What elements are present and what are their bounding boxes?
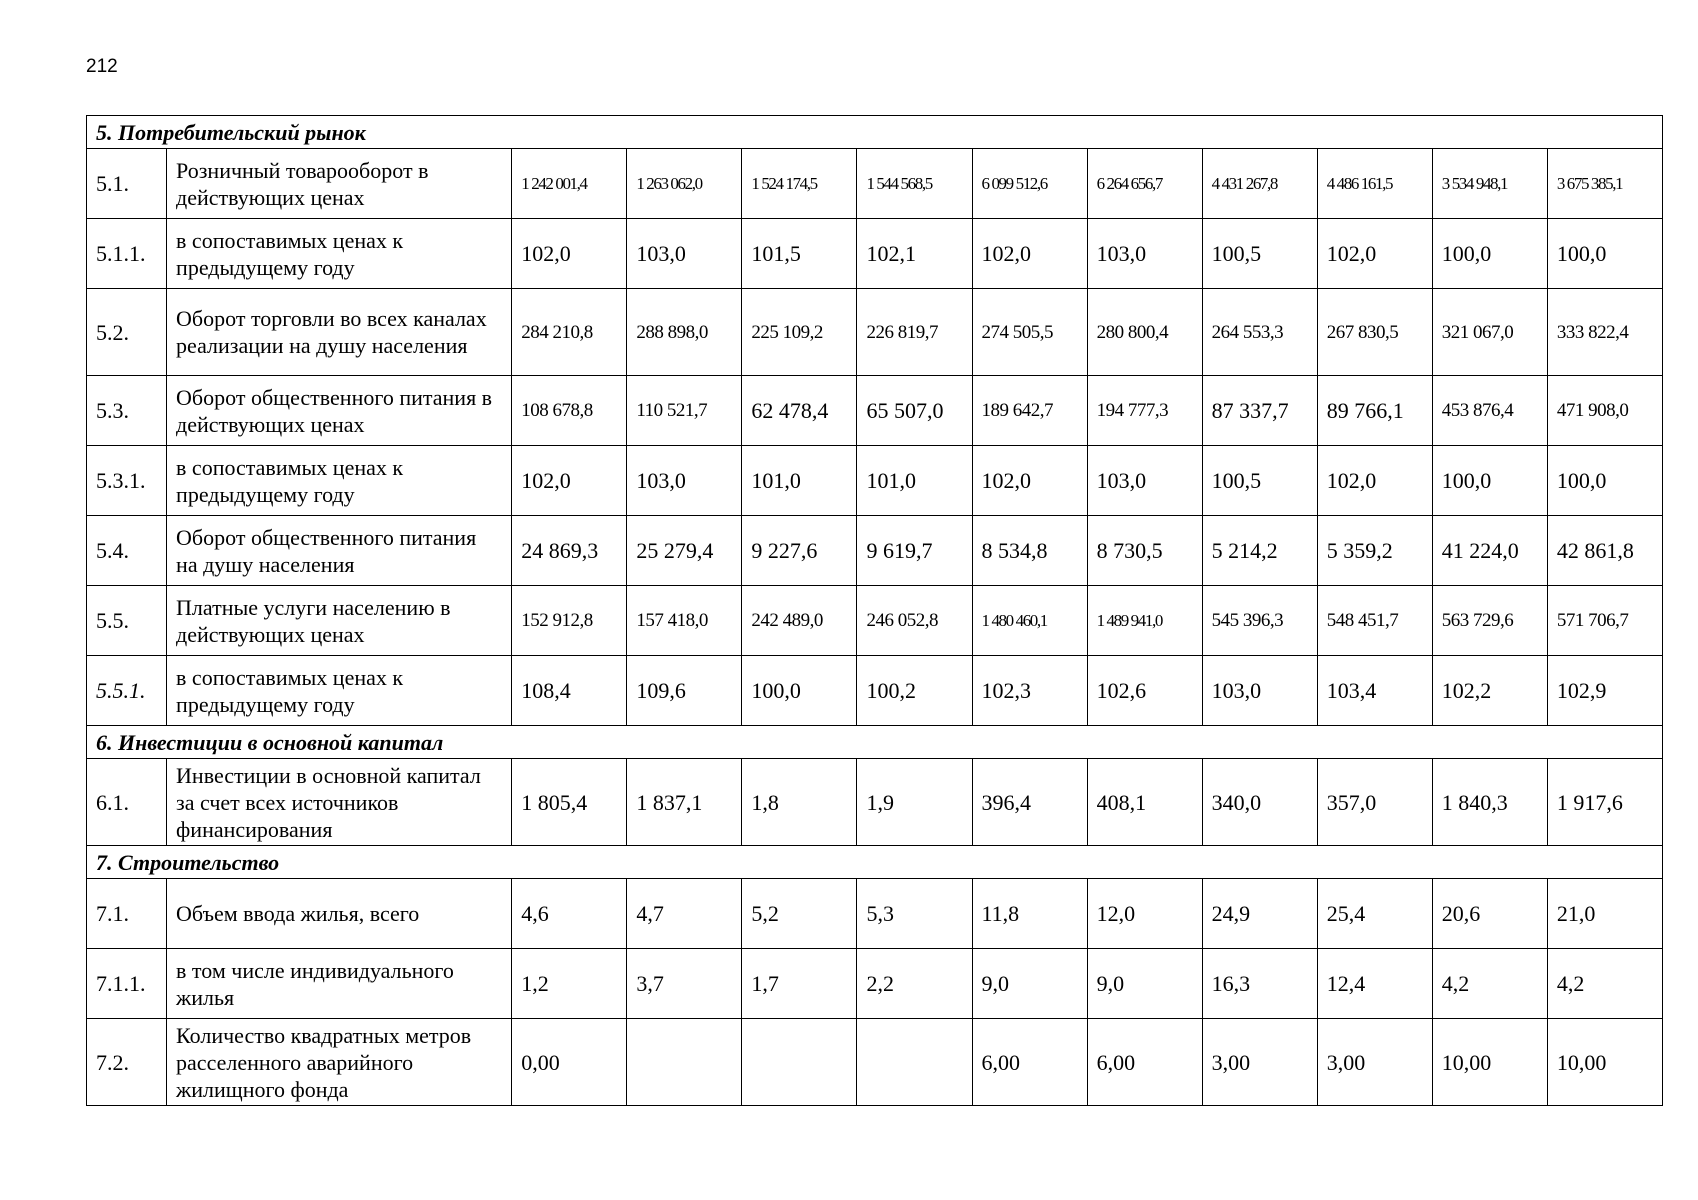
- table-cell: 5,2: [742, 879, 857, 949]
- table-cell: 103,4: [1317, 656, 1432, 726]
- table-cell: 24 869,3: [512, 516, 627, 586]
- table-cell: 1 524 174,5: [742, 149, 857, 219]
- row-code: 7.1.1.: [87, 949, 167, 1019]
- table-cell: 101,0: [742, 446, 857, 516]
- table-cell: 9,0: [972, 949, 1087, 1019]
- table-cell: 101,0: [857, 446, 972, 516]
- table-row: [87, 586, 1663, 656]
- table-cell: 3 675 385,1: [1547, 149, 1662, 219]
- table-cell: 20,6: [1432, 879, 1547, 949]
- table-cell: 100,0: [1432, 446, 1547, 516]
- table-cell: 571 706,7: [1547, 586, 1662, 656]
- table-cell: 396,4: [972, 759, 1087, 846]
- section-title: 5. Потребительский рынок: [87, 116, 1663, 149]
- table-cell: 102,0: [1317, 446, 1432, 516]
- table-cell: 4,6: [512, 879, 627, 949]
- table-cell: 100,5: [1202, 219, 1317, 289]
- row-label: Оборот общественного питания в действующих ценах: [167, 376, 512, 446]
- section-header-row: [87, 726, 1663, 759]
- table-cell: 5,3: [857, 879, 972, 949]
- table-cell: 246 052,8: [857, 586, 972, 656]
- row-label: в сопоставимых ценах к предыдущему году: [167, 219, 512, 289]
- table-cell: 225 109,2: [742, 289, 857, 376]
- section-title: 7. Строительство: [87, 846, 1663, 879]
- table-cell: 103,0: [1202, 656, 1317, 726]
- table-cell: 1,7: [742, 949, 857, 1019]
- table-cell: 87 337,7: [1202, 376, 1317, 446]
- table-row: [87, 949, 1663, 1019]
- row-code: 5.1.: [87, 149, 167, 219]
- table-cell: 321 067,0: [1432, 289, 1547, 376]
- table-cell: 333 822,4: [1547, 289, 1662, 376]
- table-row: [87, 759, 1663, 846]
- table-cell: 42 861,8: [1547, 516, 1662, 586]
- table-cell: 110 521,7: [627, 376, 742, 446]
- table-cell: 6,00: [1087, 1019, 1202, 1106]
- table-cell: 100,0: [742, 656, 857, 726]
- table-cell: 357,0: [1317, 759, 1432, 846]
- table-cell: 108,4: [512, 656, 627, 726]
- table-cell: 1 805,4: [512, 759, 627, 846]
- table-cell: 1,9: [857, 759, 972, 846]
- row-label: Оборот общественного питания на душу населения: [167, 516, 512, 586]
- table-cell: 103,0: [1087, 219, 1202, 289]
- table-cell: 408,1: [1087, 759, 1202, 846]
- table-cell: 25 279,4: [627, 516, 742, 586]
- table-cell: 102,2: [1432, 656, 1547, 726]
- table-row: [87, 289, 1663, 376]
- table-cell: 100,5: [1202, 446, 1317, 516]
- table-cell: 65 507,0: [857, 376, 972, 446]
- page-number: 212: [86, 56, 118, 77]
- row-label: Количество квадратных метров расселенного аварийного жилищного фонда: [167, 1019, 512, 1106]
- table-cell: 102,9: [1547, 656, 1662, 726]
- table-cell: 1 263 062,0: [627, 149, 742, 219]
- table-cell: 288 898,0: [627, 289, 742, 376]
- table-cell: 6 264 656,7: [1087, 149, 1202, 219]
- table-cell: 4,2: [1432, 949, 1547, 1019]
- table-cell: 545 396,3: [1202, 586, 1317, 656]
- table-cell: 8 730,5: [1087, 516, 1202, 586]
- table-cell: 1,8: [742, 759, 857, 846]
- table-row: [87, 516, 1663, 586]
- table-cell: 1 837,1: [627, 759, 742, 846]
- table-cell: 5 214,2: [1202, 516, 1317, 586]
- table-cell: 471 908,0: [1547, 376, 1662, 446]
- row-code: 6.1.: [87, 759, 167, 846]
- table-row: [87, 376, 1663, 446]
- table-cell: 1,2: [512, 949, 627, 1019]
- table-cell: 102,1: [857, 219, 972, 289]
- table-cell: 152 912,8: [512, 586, 627, 656]
- table-cell: 108 678,8: [512, 376, 627, 446]
- table-cell: 102,0: [972, 446, 1087, 516]
- table-row: [87, 879, 1663, 949]
- table-cell: 100,2: [857, 656, 972, 726]
- row-code: 5.3.1.: [87, 446, 167, 516]
- table-cell: 2,2: [857, 949, 972, 1019]
- table-cell: 1 917,6: [1547, 759, 1662, 846]
- table-cell: 10,00: [1432, 1019, 1547, 1106]
- table-row: [87, 656, 1663, 726]
- table-cell: 100,0: [1547, 219, 1662, 289]
- row-label: в сопоставимых ценах к предыдущему году: [167, 446, 512, 516]
- table-row: [87, 446, 1663, 516]
- table-cell: 103,0: [1087, 446, 1202, 516]
- table-cell: 267 830,5: [1317, 289, 1432, 376]
- table-cell: 102,0: [972, 219, 1087, 289]
- section-title: 6. Инвестиции в основной капитал: [87, 726, 1663, 759]
- row-code: 5.5.: [87, 586, 167, 656]
- table-cell: 5 359,2: [1317, 516, 1432, 586]
- table-cell: 4,7: [627, 879, 742, 949]
- table-cell: 4 486 161,5: [1317, 149, 1432, 219]
- table-cell: 1 840,3: [1432, 759, 1547, 846]
- table-cell: 24,9: [1202, 879, 1317, 949]
- table-cell: 226 819,7: [857, 289, 972, 376]
- table-cell: 9 619,7: [857, 516, 972, 586]
- row-code: 7.1.: [87, 879, 167, 949]
- row-label: в том числе индивидуального жилья: [167, 949, 512, 1019]
- row-label: Объем ввода жилья, всего: [167, 879, 512, 949]
- table-cell: 101,5: [742, 219, 857, 289]
- table-cell: 1 544 568,5: [857, 149, 972, 219]
- table-cell: 21,0: [1547, 879, 1662, 949]
- table-cell: 62 478,4: [742, 376, 857, 446]
- section-header-row: [87, 116, 1663, 149]
- row-label: в сопоставимых ценах к предыдущему году: [167, 656, 512, 726]
- table-cell: 563 729,6: [1432, 586, 1547, 656]
- row-label: Платные услуги населению в действующих ценах: [167, 586, 512, 656]
- table-cell: 103,0: [627, 219, 742, 289]
- row-label: Розничный товарооборот в действующих ценах: [167, 149, 512, 219]
- table-cell: 264 553,3: [1202, 289, 1317, 376]
- table-cell: 4,2: [1547, 949, 1662, 1019]
- table-cell: 274 505,5: [972, 289, 1087, 376]
- row-code: 7.2.: [87, 1019, 167, 1106]
- table-cell: 3 534 948,1: [1432, 149, 1547, 219]
- table-cell: 100,0: [1547, 446, 1662, 516]
- table-cell: 10,00: [1547, 1019, 1662, 1106]
- table-cell: 284 210,8: [512, 289, 627, 376]
- table-cell: 9 227,6: [742, 516, 857, 586]
- table-cell: 157 418,0: [627, 586, 742, 656]
- table-cell: 11,8: [972, 879, 1087, 949]
- table-cell: 1 489 941,0: [1087, 586, 1202, 656]
- row-code: 5.5.1.: [87, 656, 167, 726]
- table-cell: 25,4: [1317, 879, 1432, 949]
- table-cell: 102,0: [512, 446, 627, 516]
- table-cell: 41 224,0: [1432, 516, 1547, 586]
- row-code: 5.4.: [87, 516, 167, 586]
- row-label: Оборот торговли во всех каналах реализации на душу населения: [167, 289, 512, 376]
- row-code: 5.1.1.: [87, 219, 167, 289]
- table-cell: 0,00: [512, 1019, 627, 1106]
- table-cell: 3,7: [627, 949, 742, 1019]
- table-row: [87, 219, 1663, 289]
- table-cell: 340,0: [1202, 759, 1317, 846]
- table-cell: 102,3: [972, 656, 1087, 726]
- table-row: [87, 149, 1663, 219]
- table-cell: 1 242 001,4: [512, 149, 627, 219]
- row-code: 5.2.: [87, 289, 167, 376]
- table-cell: [857, 1019, 972, 1106]
- table-cell: 12,4: [1317, 949, 1432, 1019]
- table-cell: 6 099 512,6: [972, 149, 1087, 219]
- table-cell: 3,00: [1317, 1019, 1432, 1106]
- section-header-row: [87, 846, 1663, 879]
- table-row: [87, 1019, 1663, 1106]
- table-cell: 4 431 267,8: [1202, 149, 1317, 219]
- row-label: Инвестиции в основной капитал за счет всех источников финансирования: [167, 759, 512, 846]
- table-cell: 102,6: [1087, 656, 1202, 726]
- table-cell: [627, 1019, 742, 1106]
- table-cell: [742, 1019, 857, 1106]
- table-cell: 548 451,7: [1317, 586, 1432, 656]
- table-cell: 194 777,3: [1087, 376, 1202, 446]
- table-cell: 102,0: [512, 219, 627, 289]
- table-cell: 89 766,1: [1317, 376, 1432, 446]
- row-code: 5.3.: [87, 376, 167, 446]
- table-cell: 109,6: [627, 656, 742, 726]
- table-cell: 9,0: [1087, 949, 1202, 1019]
- table-cell: 6,00: [972, 1019, 1087, 1106]
- table-cell: 100,0: [1432, 219, 1547, 289]
- table-cell: 102,0: [1317, 219, 1432, 289]
- table-cell: 1 480 460,1: [972, 586, 1087, 656]
- table-cell: 8 534,8: [972, 516, 1087, 586]
- table-cell: 103,0: [627, 446, 742, 516]
- table-cell: 16,3: [1202, 949, 1317, 1019]
- table-cell: 453 876,4: [1432, 376, 1547, 446]
- table-cell: 280 800,4: [1087, 289, 1202, 376]
- statistics-table: [86, 115, 1663, 1106]
- table-cell: 3,00: [1202, 1019, 1317, 1106]
- table-cell: 12,0: [1087, 879, 1202, 949]
- table-cell: 189 642,7: [972, 376, 1087, 446]
- table-cell: 242 489,0: [742, 586, 857, 656]
